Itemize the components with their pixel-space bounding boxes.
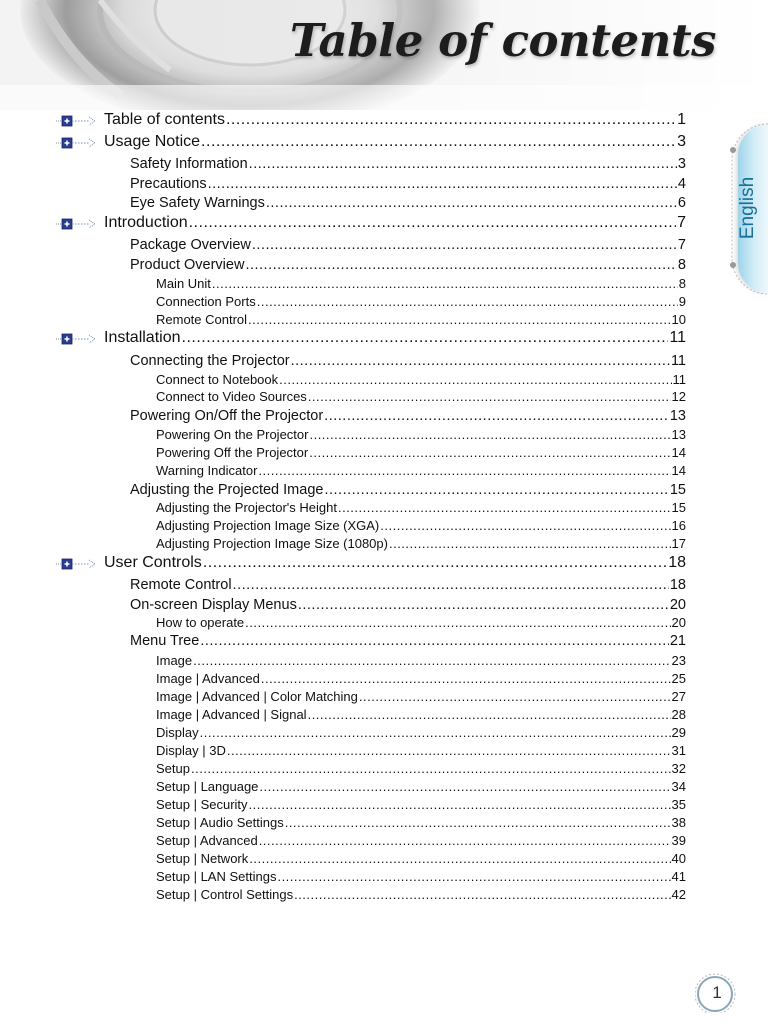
toc-leader-dots — [257, 294, 678, 309]
toc-entry-page: 40 — [671, 851, 686, 866]
toc-leader-dots — [309, 427, 670, 442]
toc-leader-dots — [298, 597, 669, 613]
toc-entry-level-3[interactable] — [156, 689, 686, 705]
toc-entry-page: 27 — [671, 689, 686, 704]
toc-leader-dots — [277, 869, 670, 884]
toc-entry-label: Setup | Control Settings — [156, 887, 294, 902]
page-title: Table of contents — [289, 14, 716, 67]
toc-entry-level-3[interactable] — [156, 761, 686, 777]
toc-entry-page: 20 — [671, 615, 686, 630]
toc-entry-label: Remote Control — [130, 577, 232, 593]
toc-entry-label: Connecting the Projector — [130, 353, 290, 369]
toc-entry-label: Image | Advanced | Color Matching — [156, 689, 358, 704]
toc-entry-level-3[interactable] — [156, 815, 686, 831]
toc-leader-dots — [309, 445, 670, 460]
toc-entry-level-2[interactable] — [130, 156, 686, 174]
page-number-badge — [695, 973, 739, 1013]
toc-entry-page: 23 — [671, 653, 686, 668]
toc-entry-label: Setup | LAN Settings — [156, 869, 277, 884]
expand-tree-icon[interactable] — [56, 218, 100, 230]
toc-entry-label: Warning Indicator — [156, 463, 258, 478]
toc-entry-level-3[interactable] — [156, 536, 686, 552]
toc-entry-label: Adjusting the Projected Image — [130, 482, 324, 498]
toc-entry-label: Remote Control — [156, 312, 248, 327]
toc-leader-dots — [208, 176, 677, 192]
toc-entry-label: Adjusting Projection Image Size (XGA) — [156, 518, 380, 533]
toc-entry-page: 3 — [677, 156, 686, 172]
toc-leader-dots — [203, 554, 667, 572]
toc-entry-label: Connect to Notebook — [156, 372, 279, 387]
toc-leader-dots — [182, 329, 669, 347]
expand-tree-icon[interactable] — [56, 558, 100, 570]
toc-entry-page: 14 — [671, 463, 686, 478]
toc-entry-label: Setup | Security — [156, 797, 248, 812]
toc-entry-label: Display — [156, 725, 199, 740]
toc-entry-page: 17 — [671, 536, 686, 551]
toc-leader-dots — [324, 408, 669, 424]
toc-entry-page: 28 — [671, 707, 686, 722]
toc-entry-label: How to operate — [156, 615, 245, 630]
page-number: 1 — [712, 983, 722, 1002]
toc-entry-label: Introduction — [104, 214, 188, 231]
toc-entry-page: 39 — [671, 833, 686, 848]
toc-entry-page: 25 — [671, 671, 686, 686]
toc-entry-level-3[interactable] — [156, 779, 686, 795]
toc-entry-level-1[interactable] — [104, 133, 686, 153]
expand-tree-icon[interactable] — [56, 115, 100, 127]
toc-leader-dots — [212, 276, 678, 291]
toc-entry-label: Table of contents — [104, 111, 225, 128]
toc-leader-dots — [258, 463, 670, 478]
toc-leader-dots — [248, 312, 670, 327]
toc-entry-level-2[interactable] — [130, 408, 686, 426]
toc-entry-level-3[interactable] — [156, 427, 686, 443]
toc-leader-dots — [245, 257, 676, 273]
toc-entry-level-3[interactable] — [156, 294, 686, 310]
toc-leader-dots — [226, 111, 676, 129]
toc-leader-dots — [308, 707, 671, 722]
toc-leader-dots — [249, 851, 670, 866]
toc-leader-dots — [259, 833, 671, 848]
toc-entry-level-3[interactable] — [156, 797, 686, 813]
toc-entry-page: 16 — [671, 518, 686, 533]
toc-entry-page: 20 — [669, 597, 686, 613]
toc-entry-level-2[interactable] — [130, 577, 686, 595]
toc-entry-level-3[interactable] — [156, 833, 686, 849]
toc-entry-level-3[interactable] — [156, 707, 686, 723]
toc-entry-page: 13 — [669, 408, 686, 424]
toc-entry-label: Powering On the Projector — [156, 427, 309, 442]
toc-entry-level-3[interactable] — [156, 725, 686, 741]
toc-entry-level-3[interactable] — [156, 500, 686, 516]
toc-entry-level-3[interactable] — [156, 653, 686, 669]
toc-entry-level-3[interactable] — [156, 743, 686, 759]
toc-entry-level-3[interactable] — [156, 445, 686, 461]
toc-leader-dots — [249, 156, 677, 172]
toc-leader-dots — [324, 482, 668, 498]
toc-entry-page: 34 — [671, 779, 686, 794]
toc-entry-page: 7 — [677, 237, 686, 253]
toc-entry-page: 15 — [669, 482, 686, 498]
toc-entry-level-2[interactable] — [130, 195, 686, 213]
language-label: English — [737, 176, 759, 240]
toc-entry-level-1[interactable] — [104, 554, 686, 574]
toc-entry-label: Powering Off the Projector — [156, 445, 309, 460]
toc-entry-page: 6 — [677, 195, 686, 211]
toc-entry-label: On-screen Display Menus — [130, 597, 297, 613]
toc-entry-level-1[interactable] — [104, 111, 686, 131]
toc-entry-label: Display | 3D — [156, 743, 226, 758]
toc-entry-page: 41 — [671, 869, 686, 884]
toc-leader-dots — [245, 615, 670, 630]
toc-entry-label: Safety Information — [130, 156, 248, 172]
toc-leader-dots — [249, 797, 671, 812]
toc-entry-label: Package Overview — [130, 237, 251, 253]
toc-entry-label: Installation — [104, 329, 181, 346]
toc-entry-label: Connection Ports — [156, 294, 256, 309]
toc-entry-label: Usage Notice — [104, 133, 201, 150]
toc-entry-level-2[interactable] — [130, 482, 686, 500]
toc-entry-page: 11 — [669, 329, 686, 346]
toc-entry-page: 13 — [671, 427, 686, 442]
toc-leader-dots — [338, 500, 671, 515]
toc-entry-label: Image | Advanced | Signal — [156, 707, 307, 722]
toc-leader-dots — [291, 353, 670, 369]
toc-entry-page: 15 — [671, 500, 686, 515]
toc-entry-level-3[interactable] — [156, 671, 686, 687]
toc-entry-level-3[interactable] — [156, 276, 686, 292]
toc-entry-label: Image | Advanced — [156, 671, 260, 686]
toc-leader-dots — [193, 653, 670, 668]
toc-entry-page: 11 — [670, 353, 686, 369]
toc-leader-dots — [259, 779, 670, 794]
toc-leader-dots — [252, 237, 677, 253]
toc-leader-dots — [285, 815, 671, 830]
toc-entry-page: 3 — [677, 133, 686, 150]
toc-entry-label: Main Unit — [156, 276, 211, 291]
toc-leader-dots — [279, 372, 671, 387]
toc-entry-level-2[interactable] — [130, 597, 686, 615]
toc-entry-page: 14 — [671, 445, 686, 460]
toc-entry-page: 10 — [671, 312, 686, 327]
toc-entry-page: 21 — [669, 633, 686, 649]
toc-leader-dots — [389, 536, 671, 551]
toc-entry-level-2[interactable] — [130, 237, 686, 255]
toc-entry-label: Connect to Video Sources — [156, 389, 307, 404]
toc-entry-page: 8 — [678, 276, 686, 291]
toc-entry-page: 8 — [677, 257, 686, 273]
toc-entry-label: Adjusting Projection Image Size (1080p) — [156, 536, 388, 551]
toc-entry-level-3[interactable] — [156, 851, 686, 867]
toc-leader-dots — [261, 671, 671, 686]
toc-leader-dots — [380, 518, 670, 533]
toc-entry-page: 31 — [671, 743, 686, 758]
toc-entry-level-3[interactable] — [156, 615, 686, 631]
toc-leader-dots — [200, 633, 669, 649]
toc-entry-level-3[interactable] — [156, 463, 686, 479]
toc-entry-page: 18 — [668, 554, 686, 571]
toc-entry-label: Powering On/Off the Projector — [130, 408, 324, 424]
toc-leader-dots — [191, 761, 671, 776]
toc-leader-dots — [308, 389, 671, 404]
toc-entry-label: Setup | Network — [156, 851, 249, 866]
toc-entry-page: 42 — [671, 887, 686, 902]
toc-leader-dots — [294, 887, 670, 902]
toc-entry-label: Setup | Advanced — [156, 833, 258, 848]
toc-entry-level-3[interactable] — [156, 869, 686, 885]
toc-entry-page: 32 — [671, 761, 686, 776]
toc-entry-label: User Controls — [104, 554, 202, 571]
toc-entry-level-2[interactable] — [130, 257, 686, 275]
toc-entry-level-2[interactable] — [130, 176, 686, 194]
toc-leader-dots — [233, 577, 669, 593]
toc-entry-page: 4 — [677, 176, 686, 192]
toc-entry-level-2[interactable] — [130, 353, 686, 371]
toc-entry-page: 7 — [677, 214, 686, 231]
toc-leader-dots — [189, 214, 676, 232]
toc-entry-page: 29 — [671, 725, 686, 740]
toc-leader-dots — [227, 743, 671, 758]
toc-entry-page: 18 — [669, 577, 686, 593]
toc-leader-dots — [359, 689, 671, 704]
toc-entry-level-3[interactable] — [156, 312, 686, 328]
toc-leader-dots — [201, 133, 676, 151]
expand-tree-icon[interactable] — [56, 333, 100, 345]
toc-entry-level-1[interactable] — [104, 329, 686, 349]
toc-entry-level-3[interactable] — [156, 389, 686, 405]
toc-entry-label: Adjusting the Projector's Height — [156, 500, 337, 515]
expand-tree-icon[interactable] — [56, 137, 100, 149]
toc-entry-label: Image — [156, 653, 193, 668]
toc-entry-level-3[interactable] — [156, 518, 686, 534]
toc-entry-page: 1 — [677, 111, 686, 128]
toc-leader-dots — [266, 195, 677, 211]
toc-entry-label: Menu Tree — [130, 633, 200, 649]
toc-entry-page: 35 — [671, 797, 686, 812]
toc-entry-page: 12 — [671, 389, 686, 404]
toc-entry-label: Setup — [156, 761, 190, 776]
toc-entry-label: Setup | Language — [156, 779, 259, 794]
toc-entry-label: Eye Safety Warnings — [130, 195, 265, 211]
toc-entry-level-1[interactable] — [104, 214, 686, 234]
toc-entry-page: 11 — [672, 372, 686, 387]
toc-entry-label: Product Overview — [130, 257, 245, 273]
toc-entry-level-3[interactable] — [156, 887, 686, 903]
toc-entry-level-2[interactable] — [130, 633, 686, 651]
toc-entry-label: Precautions — [130, 176, 207, 192]
toc-entry-level-3[interactable] — [156, 372, 686, 388]
toc-entry-page: 9 — [678, 294, 686, 309]
toc-entry-page: 38 — [671, 815, 686, 830]
toc-entry-label: Setup | Audio Settings — [156, 815, 284, 830]
toc-leader-dots — [200, 725, 671, 740]
